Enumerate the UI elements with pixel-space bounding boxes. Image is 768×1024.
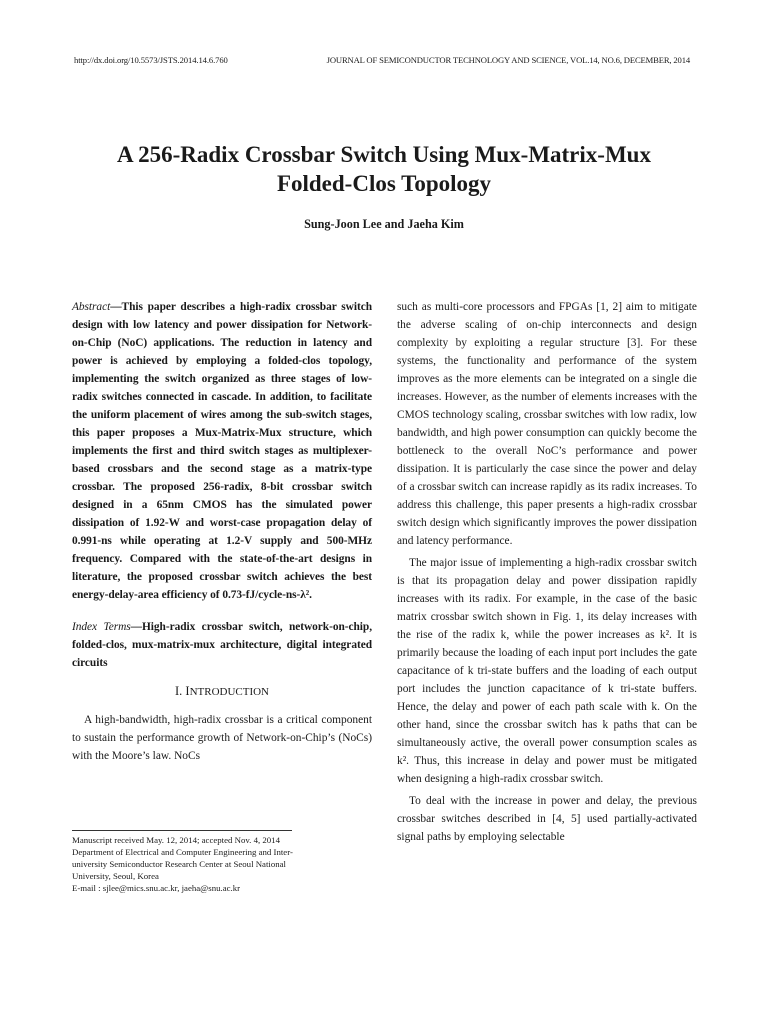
footnote-affiliation-1: Department of Electrical and Computer Engineering and Inter-	[72, 847, 293, 857]
index-terms-label: Index Terms	[72, 621, 131, 633]
doi-link[interactable]: http://dx.doi.org/10.5573/JSTS.2014.14.6.760	[74, 55, 228, 65]
footnote-received: Manuscript received May. 12, 2014; accepted Nov. 4, 2014	[72, 835, 280, 845]
abstract-text: —This paper describes a high-radix crossbar switch design with low latency and power dissipation for Network-on-Chip (NoC) applications. The reduction in latency and power is achieved by employing a folded-clos topology, implementing the switch organized as three stages of low-radix switches connected in cascade. In addition, to facilitate the uniform placement of wires among the sub-switch stages, this paper proposes a Mux-Matrix-Mux structure, which implements the first and third switch stages as multiplexer-based crossbars and the second stage as a matrix-type crossbar. The proposed 256-radix, 8-bit crossbar switch designed in a 65nm CMOS has the simulated power dissipation of 1.92-W and worst-case propagation delay of 0.991-ns while operating at 1.2-V supply and 500-MHz frequency. Compared with the state-of-the-art designs in literature, the proposed crossbar switch achieves the best energy-delay-area efficiency of 0.73-fJ/cycle-ns-λ².	[72, 301, 372, 601]
footnote-email: E-mail : sjlee@mics.snu.ac.kr, jaeha@snu.ac.kr	[72, 883, 241, 893]
left-column	[72, 298, 372, 765]
title-line-2: Folded-Clos Topology	[276, 171, 492, 196]
section-heading-introduction: I. INTRODUCTION	[174, 684, 270, 698]
intro-paragraph: A high-bandwidth, high-radix crossbar is a critical component to sustain the performance growth of Network-on-Chip’s (NoCs) with the Moore’s law. NoCs	[72, 714, 372, 762]
footnote-divider	[72, 830, 292, 831]
abstract-label: Abstract	[72, 301, 111, 313]
footnote-affiliation-3: University, Seoul, Korea	[72, 871, 159, 881]
abstract-paragraph	[72, 298, 372, 604]
body-paragraph-3: To deal with the increase in power and delay, the previous crossbar switches described in [4, 5] used partially-activated signal paths by employing selectable	[397, 795, 697, 843]
body-paragraph-1: such as multi-core processors and FPGAs [1, 2] aim to mitigate the adverse scaling of on-chip interconnects and design complexity by exploiting a regular structure [3]. For these systems, the functionality and performance of the system improves as the more elements can be integrated on a single die increases. However, as the number of elements increases with the CMOS technology scaling, crossbar switches with low radix, low bandwidth, and high power consumption can quickly become the bottleneck to the overall NoC’s performance and power dissipation. It is particularly the case since the power and delay of a crossbar switch can increase rapidly as its radix increases. To address this challenge, this paper presents a high-radix crossbar switch design which significantly improves the power dissipation and latency performance.	[397, 301, 697, 547]
footnote-affiliation-2: university Semiconductor Research Center at Seoul National	[72, 859, 286, 869]
manuscript-footnote	[72, 834, 372, 894]
index-terms-paragraph	[72, 618, 372, 672]
author-list: Sung-Joon Lee and Jaeha Kim	[304, 217, 464, 231]
body-paragraph-2: The major issue of implementing a high-radix crossbar switch is that its propagation delay and power dissipation rapidly increases with its radix. For example, in the case of the basic matrix crossbar switch shown in Fig. 1, its delay increases with the rise of the radix k, while the power increases as k². It is primarily because the loading of each input port includes the gate capacitance of k tri-state buffers and the loading of each output port includes the junction capacitance of k tri-state buffers. Hence, the delay and power of each path scale with k. On the other hand, since the crossbar switch has k paths that can be simultaneously active, the overall power consumption scales as k². Thus, this increase in delay and power must be mitigated when designing a high-radix crossbar switch.	[397, 557, 697, 785]
paper-title	[40, 140, 728, 198]
right-column	[397, 298, 697, 846]
journal-header: JOURNAL OF SEMICONDUCTOR TECHNOLOGY AND SCIENCE, VOL.14, NO.6, DECEMBER, 2014	[326, 55, 690, 65]
title-line-1: A 256-Radix Crossbar Switch Using Mux-Matrix-Mux	[117, 142, 651, 167]
index-terms-text: —High-radix crossbar switch, network-on-chip, folded-clos, mux-matrix-mux architecture, digital integrated circuits	[72, 621, 372, 669]
